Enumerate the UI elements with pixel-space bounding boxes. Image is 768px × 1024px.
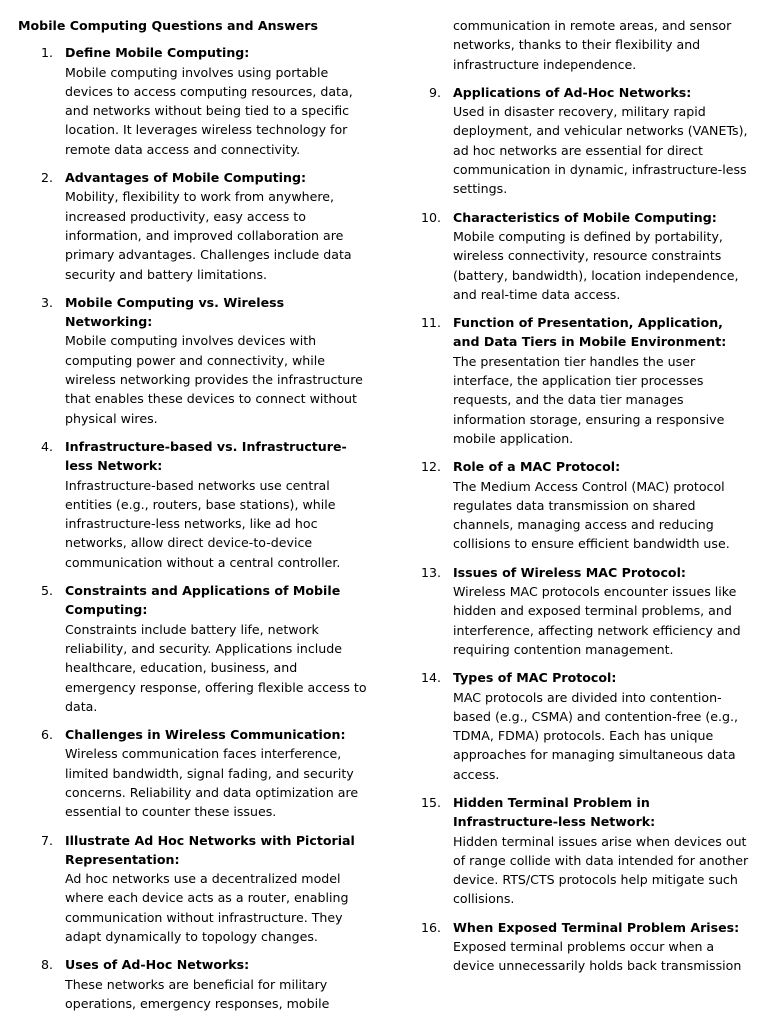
question-heading: Function of Presentation, Application, and Data Tiers in Mobile Environment: [453,315,727,350]
answer-text: Hidden terminal issues arise when devices out of range collide with data intended for another device. RTS/CTS protocols help mitigate such collisions. [453,833,749,907]
qa-item-6 [18,725,368,821]
question-heading: Applications of Ad-Hoc Networks: [453,84,692,100]
question-heading: Issues of Wireless MAC Protocol: [453,564,686,580]
item-number: 8. [40,957,53,973]
qa-list-right [406,83,751,976]
answer-text: Wireless MAC protocols encounter issues like hidden and exposed terminal problems, and interference, affecting network efficiency and requiring contention management. [453,584,741,657]
item-number: 2. [40,170,53,186]
qa-item-13 [406,563,751,659]
answer-text: Used in disaster recovery, military rapid deployment, and vehicular networks (VANETs), ad hoc networks are essential for direct communication in dynamic, infrastructure-less settings. [453,104,748,197]
question-heading: When Exposed Terminal Problem Arises: [453,919,740,935]
qa-list-left [18,43,368,1013]
answer-text: Infrastructure-based networks use central entities (e.g., routers, base stations), while infrastructure-less networks, like ad hoc networks, allow direct device-to-device communication without a central controller. [65,477,341,570]
item-number: 10. [420,209,441,225]
qa-item-5 [18,581,368,716]
question-heading: Illustrate Ad Hoc Networks with Pictorial Representation: [65,832,355,867]
item-number: 16. [420,919,441,935]
question-heading: Types of MAC Protocol: [453,670,617,686]
item-number: 4. [40,438,53,454]
qa-item-15 [406,793,751,909]
item-number: 1. [40,45,53,61]
question-heading: Define Mobile Computing: [65,45,250,61]
item-number: 12. [420,459,441,475]
question-heading: Constraints and Applications of Mobile Computing: [65,583,341,618]
qa-item-8 [18,955,368,1013]
qa-item-14 [406,668,751,784]
answer-text: Mobile computing involves using portable devices to access computing resources, data, and networks without being tied to a specific location. It leverages wireless technology for remote data access and connectivity. [65,64,353,157]
qa-item-1 [18,43,368,159]
item-number: 7. [40,832,53,848]
question-heading: Challenges in Wireless Communication: [65,727,346,743]
question-heading: Infrastructure-based vs. Infrastructure-less Network: [65,438,347,474]
right-column [406,16,751,985]
question-heading: Advantages of Mobile Computing: [65,170,307,186]
answer-text: Mobility, flexibility to work from anywhere, increased productivity, easy access to information, and improved collaboration are primary advantages. Challenges include data security and battery limitations. [65,189,352,282]
item-number: 9. [428,84,441,100]
answer-text: These networks are beneficial for military operations, emergency responses, mobile [65,976,330,1011]
answer-text: The presentation tier handles the user interface, the application tier processes requests, and the data tier manages information storage, ensuring a responsive mobile application. [453,353,725,446]
qa-item-4 [18,437,368,572]
answer-text: Constraints include battery life, network reliability, and security. Applications include healthcare, education, business, and emergency response, offering flexible access to data. [65,621,367,714]
item-number: 14. [420,670,441,686]
item-number: 11. [420,315,441,331]
qa-item-11 [406,313,751,448]
answer-text: Exposed terminal problems occur when a device unnecessarily holds back transmission [453,939,742,974]
question-heading: Characteristics of Mobile Computing: [453,209,717,225]
answer-text: MAC protocols are divided into contention-based (e.g., CSMA) and contention-free (e.g., TDMA, FDMA) protocols. Each has unique approaches for managing simultaneous data access. [453,689,739,782]
item-number: 6. [40,727,53,743]
question-heading: Mobile Computing vs. Wireless Networking: [65,294,285,330]
item-number: 13. [420,564,441,580]
qa-item-2 [18,168,368,284]
item-number: 5. [40,583,53,599]
left-column [18,16,368,1022]
answer-text: Mobile computing is defined by portability, wireless connectivity, resource constraints (battery, bandwidth), location independence, and real-time data access. [453,228,739,302]
question-heading: Role of a MAC Protocol: [453,459,621,475]
document-title: Mobile Computing Questions and Answers [18,18,318,33]
item-number: 3. [40,294,53,310]
answer-text: The Medium Access Control (MAC) protocol regulates data transmission on shared channels, managing access and reducing collisions to ensure efficient bandwidth use. [453,478,730,552]
answer-continuation: communication in remote areas, and sensor networks, thanks to their flexibility and infrastructure independence. [453,18,732,72]
qa-item-7 [18,831,368,947]
question-heading: Hidden Terminal Problem in Infrastructure-less Network: [453,794,656,830]
question-heading: Uses of Ad-Hoc Networks: [65,957,250,973]
answer-text: Mobile computing involves devices with computing power and connectivity, while wireless networking provides the infrastructure that enables these devices to connect without physical wires. [65,333,363,426]
qa-item-12 [406,457,751,553]
answer-text: Ad hoc networks use a decentralized model where each device acts as a router, enabling communication without infrastructure. They adapt dynamically to topology changes. [65,871,349,945]
qa-item-9 [406,83,751,199]
item-number: 15. [420,794,441,810]
qa-item-10 [406,208,751,304]
answer-text: Wireless communication faces interference, limited bandwidth, signal fading, and security concerns. Reliability and data optimization are essential to counter these issues. [65,746,359,820]
qa-item-16 [406,918,751,976]
qa-item-3 [18,293,368,428]
